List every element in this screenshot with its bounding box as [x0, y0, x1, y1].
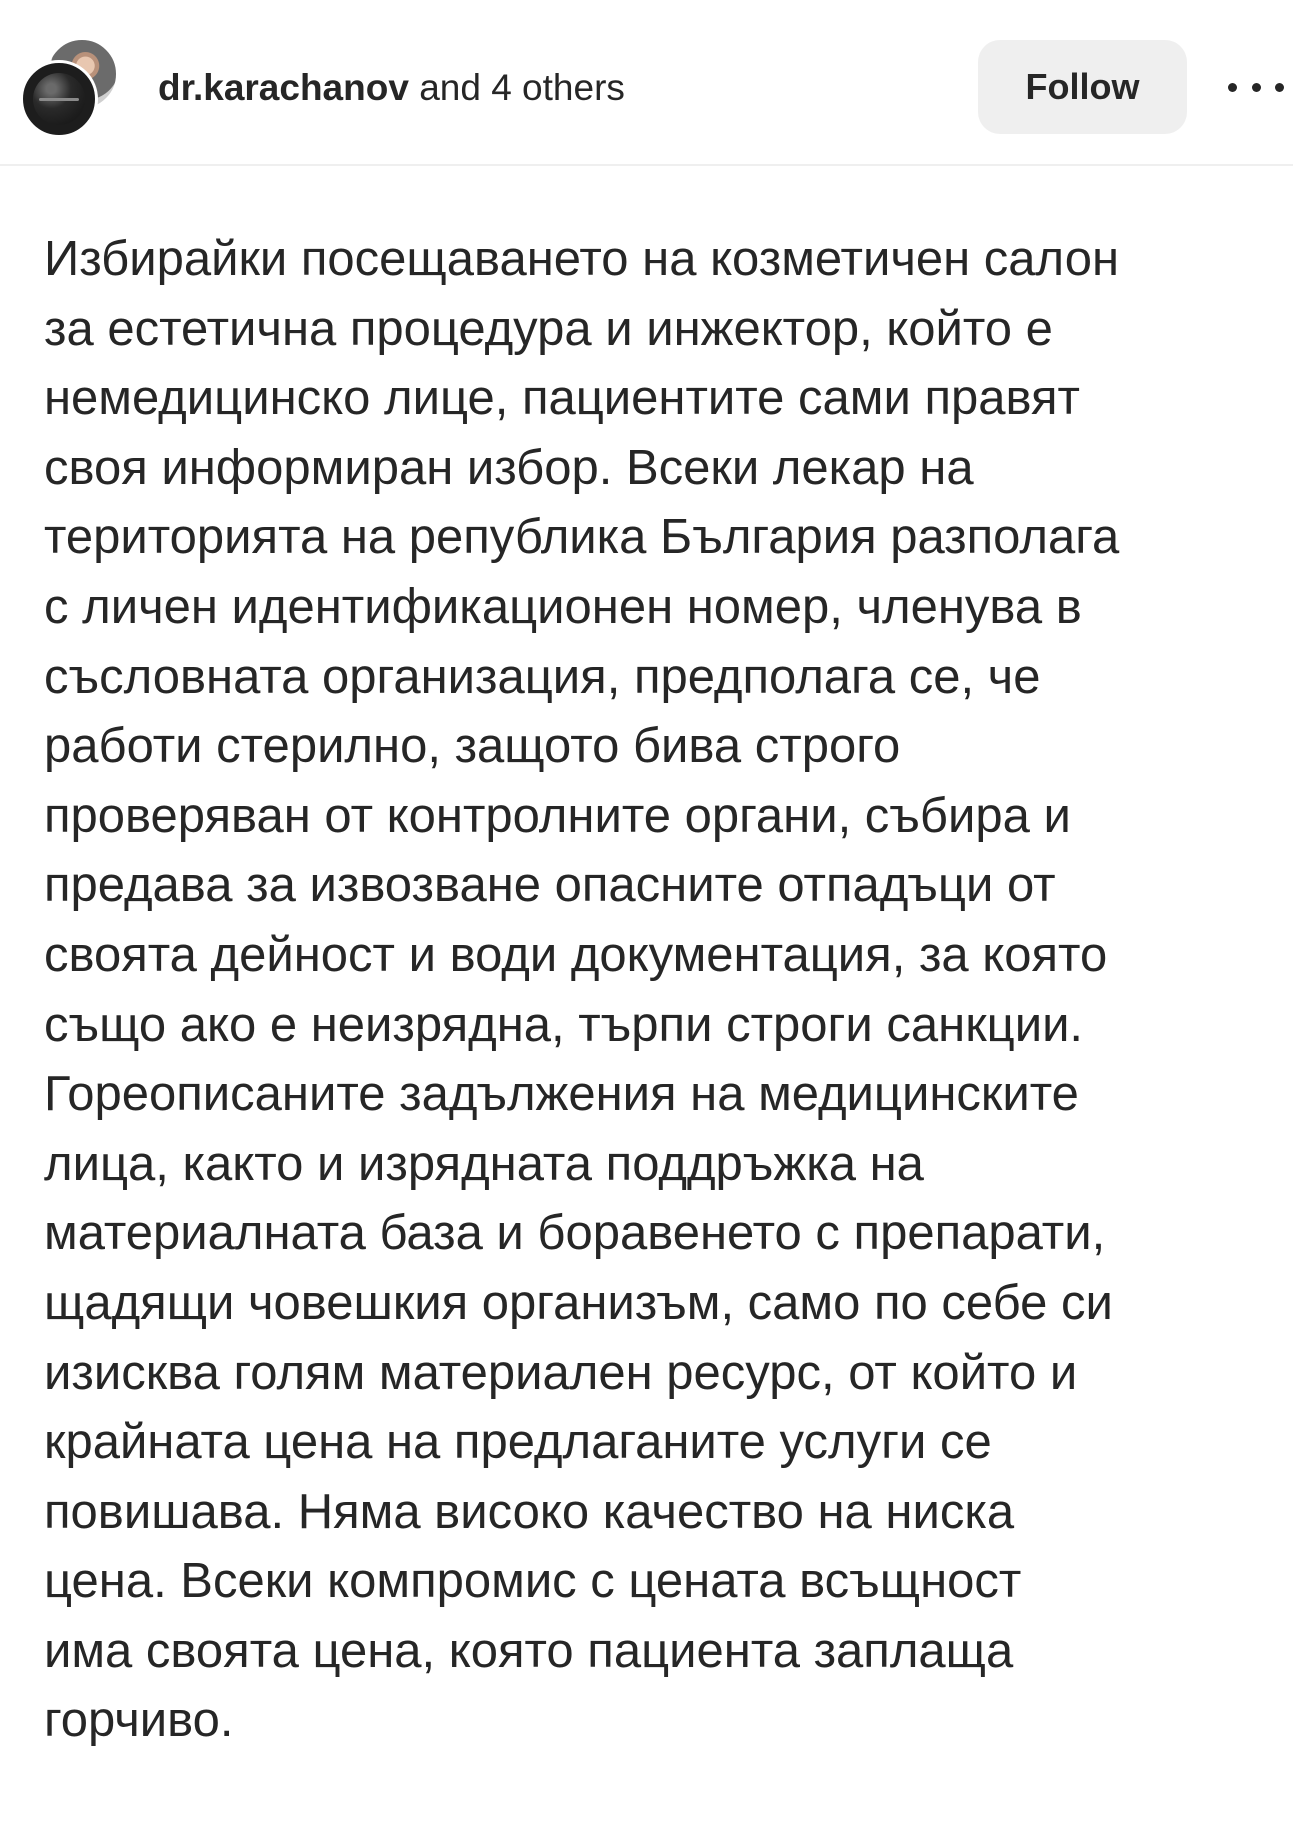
username-link[interactable]: dr.karachanov: [158, 67, 409, 108]
post-header: [0, 0, 1293, 166]
avatar-primary[interactable]: [20, 60, 98, 138]
collab-avatars[interactable]: [20, 38, 120, 138]
post-caption: Избирайки посещаването на козметичен салон за естетична процедура и инжектор, който е немедицинско лице, пациентите сами правят своя информиран избор. Всеки лекар на територията на република България разполага с личен идентификационен номер, членува в съсловната организация, предполага се, че работи стерилно, защото бива строго проверяван от контролните органи, събира и предава за извозване опасните отпадъци от своята дейност и води документация, за която също ако е неизрядна, търпи строги санкции. Гореописаните задължения на медицинските лица, както и изрядната поддръжка на материалната база и боравенето с препарати, щадящи човешкия организъм, само по себе си изисква голям материален ресурс, от който и крайната цена на предлаганите услуги се повишава. Няма високо качество на ниска цена. Всеки компромис с цената всъщност има своята цена, която пациента заплаща горчиво.: [44, 232, 1120, 1748]
more-options-icon[interactable]: [1228, 62, 1284, 112]
others-link[interactable]: and 4 others: [419, 67, 625, 108]
post-author[interactable]: [158, 64, 625, 112]
follow-button[interactable]: Follow: [978, 40, 1187, 134]
brand-logo-icon: [33, 73, 85, 125]
